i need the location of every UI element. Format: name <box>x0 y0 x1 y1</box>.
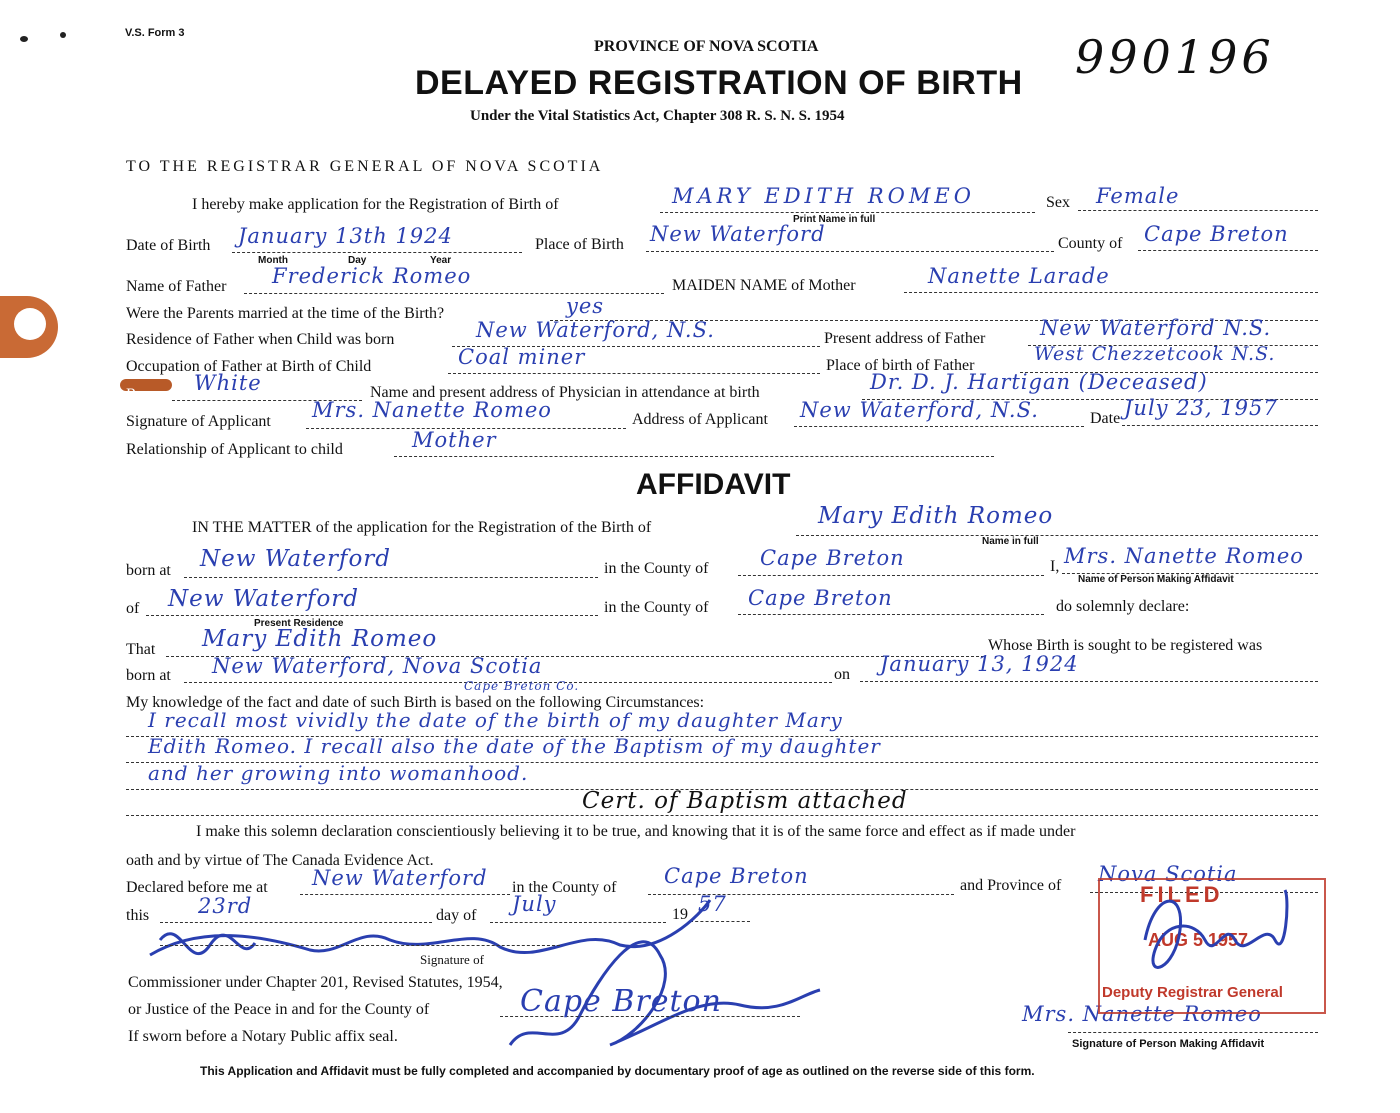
born-at-insert: Cape Breton Co. <box>464 679 580 693</box>
signature-of-caption: Signature of <box>420 952 484 967</box>
file-number: 990196 <box>1075 30 1275 84</box>
pob-value: New Waterford <box>650 222 826 246</box>
circumstance-line-2: Edith Romeo. I recall also the date of the Baptism of my daughter <box>148 734 881 758</box>
year-caption: Year <box>430 255 452 266</box>
mother-label: MAIDEN NAME of Mother <box>672 277 856 294</box>
apply-label: I hereby make application for the Registration of Birth of <box>192 196 559 213</box>
day-caption: Day <box>348 255 367 266</box>
this-label: this <box>126 907 150 924</box>
born-at-label-2: born at <box>126 667 171 684</box>
declaration-line-1: I make this solemn declaration conscientiously believing it to be true, and knowing that it is of the same force and effect as if made under <box>196 823 1076 840</box>
occupation-value: Coal miner <box>458 345 586 369</box>
date-label: Date <box>1090 410 1121 427</box>
declaration-line-2: oath and by virtue of The Canada Evidence Act. <box>126 852 434 869</box>
in-county-label-3: in the County of <box>512 879 617 896</box>
print-name-caption: Print Name in full <box>793 214 876 225</box>
born-at-value: New Waterford <box>200 546 392 572</box>
in-county-label-2: in the County of <box>604 599 709 616</box>
residence-caption: Present Residence <box>254 618 344 629</box>
month-value: July <box>512 892 557 916</box>
pob-father-label: Place of birth of Father <box>826 357 975 374</box>
county-value: Cape Breton <box>1144 222 1289 246</box>
res-father-value: New Waterford, N.S. <box>476 318 715 342</box>
form-number: V.S. Form 3 <box>125 27 185 39</box>
day-of-label: day of <box>436 907 477 924</box>
commissioner-label: Commissioner under Chapter 201, Revised Statutes, 1954, <box>128 974 503 991</box>
pob-label: Place of Birth <box>535 236 624 253</box>
matter-label: IN THE MATTER of the application for the Registration of the Birth of <box>192 519 652 536</box>
day-value: 23rd <box>198 894 253 918</box>
circumstance-line-3: and her growing into womanhood. <box>148 761 529 785</box>
occupation-label: Occupation of Father at Birth of Child <box>126 358 372 375</box>
married-label: Were the Parents married at the time of the Birth? <box>126 305 445 322</box>
that-name: Mary Edith Romeo <box>202 626 438 652</box>
affiant-signature: Mrs. Nanette Romeo <box>1022 1002 1262 1026</box>
applicant-signature: Mrs. Nanette Romeo <box>312 398 552 422</box>
circumstance-line-4: Cert. of Baptism attached <box>582 788 908 814</box>
father-label: Name of Father <box>126 278 227 295</box>
declared-county: Cape Breton <box>664 864 809 888</box>
footer-note: This Application and Affidavit must be fully completed and accompanied by documentary proof of age as outlined on the reverse side of this form. <box>200 1064 1035 1078</box>
punch-mark <box>20 36 28 42</box>
justice-label: or Justice of the Peace in and for the County of <box>128 1001 430 1018</box>
county-value-1: Cape Breton <box>760 546 905 570</box>
physician-value: Dr. D. J. Hartigan (Deceased) <box>870 370 1208 394</box>
matter-name: Mary Edith Romeo <box>818 503 1054 529</box>
physician-label: Name and present address of Physician in attendance at birth <box>370 384 760 401</box>
declare-label: do solemnly declare: <box>1056 598 1190 615</box>
person-caption: Name of Person Making Affidavit <box>1078 574 1234 585</box>
month-caption: Month <box>258 255 288 266</box>
race-value: White <box>194 371 262 395</box>
on-date: January 13, 1924 <box>880 652 1079 676</box>
born-at-label: born at <box>126 562 171 579</box>
form-title: DELAYED REGISTRATION OF BIRTH <box>415 64 1023 102</box>
province-heading: PROVINCE OF NOVA SCOTIA <box>594 38 819 55</box>
date-value: July 23, 1957 <box>1124 396 1278 420</box>
name-full-caption: Name in full <box>982 536 1039 547</box>
filed-stamp-label: FILED <box>1140 882 1224 907</box>
affiant-signature-caption: Signature of Person Making Affidavit <box>1072 1038 1265 1050</box>
residence-value: New Waterford <box>168 586 360 612</box>
tape-stain <box>0 296 58 358</box>
affiant-name: Mrs. Nanette Romeo <box>1064 544 1304 568</box>
signature-label: Signature of Applicant <box>126 413 271 430</box>
race-label: Race <box>126 386 158 403</box>
knowledge-label: My knowledge of the fact and date of such Birth is based on the following Circumstances: <box>126 694 705 711</box>
born-at-value-2: New Waterford, Nova Scotia <box>212 654 543 678</box>
whose-label: Whose Birth is sought to be registered was <box>988 637 1263 654</box>
mother-value: Nanette Larade <box>928 264 1110 288</box>
filed-stamp-date: AUG 5 1957 <box>1148 930 1249 950</box>
circumstance-line-1: I recall most vividly the date of the birth of my daughter Mary <box>148 708 843 732</box>
on-label: on <box>834 666 850 683</box>
year-prefix-label: 19 <box>672 906 688 923</box>
province-value: Nova Scotia <box>1098 862 1238 886</box>
married-value: yes <box>566 294 605 318</box>
justice-county: Cape Breton <box>520 984 722 1019</box>
province-label: and Province of <box>960 877 1062 894</box>
notary-label: If sworn before a Notary Public affix seal. <box>128 1028 398 1045</box>
res-father-label: Residence of Father when Child was born <box>126 331 395 348</box>
county-value-2: Cape Breton <box>748 586 893 610</box>
punch-mark <box>60 32 66 38</box>
pob-father-value: West Chezzetcook N.S. <box>1034 343 1276 365</box>
present-addr-value: New Waterford N.S. <box>1040 316 1272 340</box>
sex-value: Female <box>1096 184 1180 208</box>
address-applicant-value: New Waterford, N.S. <box>800 398 1039 422</box>
dob-value: January 13th 1924 <box>238 224 453 248</box>
relationship-value: Mother <box>412 428 497 452</box>
i-label: I, <box>1050 558 1060 575</box>
registrar-signature <box>1125 880 1305 990</box>
father-value: Frederick Romeo <box>272 264 472 288</box>
that-label: That <box>126 641 156 658</box>
declared-label: Declared before me at <box>126 879 268 896</box>
present-addr-label: Present address of Father <box>824 330 986 347</box>
address-applicant-label: Address of Applicant <box>632 411 768 428</box>
dob-label: Date of Birth <box>126 237 211 254</box>
year-value: 57 <box>698 892 727 916</box>
declared-at: New Waterford <box>312 866 488 890</box>
act-subtitle: Under the Vital Statistics Act, Chapter 308 R. S. N. S. 1954 <box>470 108 845 124</box>
in-county-label: in the County of <box>604 560 709 577</box>
filed-stamp-office: Deputy Registrar General <box>1102 984 1283 1001</box>
addressee-line: TO THE REGISTRAR GENERAL OF NOVA SCOTIA <box>126 158 604 175</box>
sex-label: Sex <box>1046 194 1070 211</box>
county-label: County of <box>1058 235 1123 252</box>
relationship-label: Relationship of Applicant to child <box>126 441 343 458</box>
applicant-child-name: MARY EDITH ROMEO <box>672 184 975 208</box>
affidavit-heading: AFFIDAVIT <box>636 468 791 501</box>
of-label: of <box>126 600 140 617</box>
